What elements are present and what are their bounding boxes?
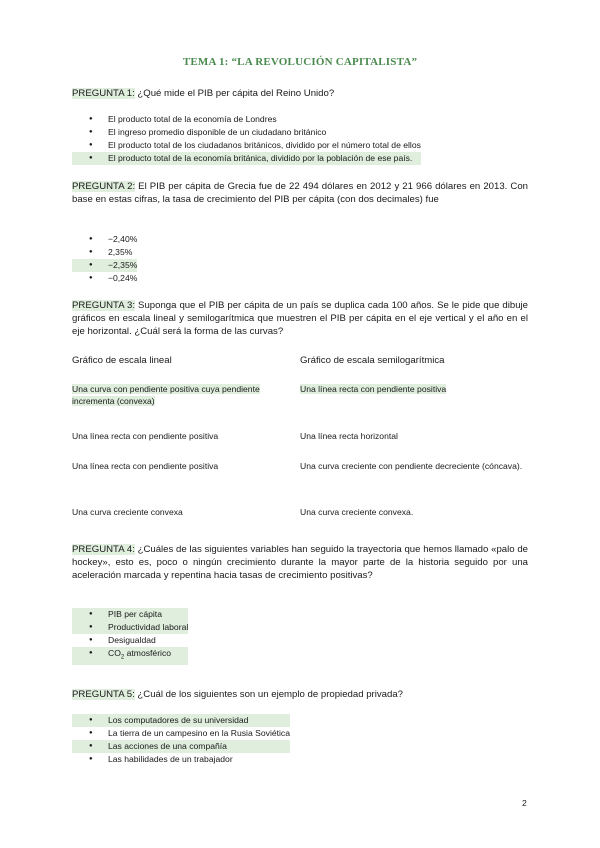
co2-subscript: 2 [120,654,125,661]
q3-row-3-linear: Una línea recta con pendiente positiva [72,461,219,471]
page-number: 2 [522,798,527,808]
q2-option-1: ● −2,40% [72,233,137,246]
q5-option-2: ● La tierra de un campesino en la Rusia Soviética [72,727,290,740]
page-title: TEMA 1: “LA REVOLUCIÓN CAPITALISTA” [182,56,418,68]
q1-option-2: ● El ingreso promedio disponible de un ciudadano británico [72,126,421,139]
column-header-linear: Gráfico de escala lineal [72,355,172,366]
q3-row-4-semilog: Una curva creciente convexa. [300,507,414,517]
question-3-label: PREGUNTA 3: [72,300,136,311]
q2-option-3-correct: ● −2,35% [72,259,137,272]
q3-row-1-linear-text: Una curva con pendiente positiva cuya pendiente incrementa (convexa) [72,384,260,406]
question-4-text: ¿Cuáles de las siguientes variables han seguido la trayectoria que hemos llamado «palo de hockey», esto es, poco o ningún crecimiento durante la mayor parte de la historia seguido por una aceleración marcada y repentina hacia tasas de crecimiento positivas? [72,544,529,581]
q4-option-4-correct [72,647,188,665]
q1-option-1: ● El producto total de la economía de Londres [72,113,421,126]
column-header-semilog: Gráfico de escala semilogarítmica [300,355,445,366]
question-1-options [72,113,421,165]
q3-row-1-linear [72,384,298,407]
q1-option-4-correct: ● El producto total de la economía británica, dividido por la población de ese país. [72,152,421,165]
question-5-label: PREGUNTA 5: [72,689,135,700]
question-3-text: Suponga que el PIB per cápita de un país se duplica cada 100 años. Se le pide que dibuje gráficos en escala lineal y semilogarítmica que muestren el PIB per cápita en el eje vertical y el año en el eje horizontal. ¿Cuál será la forma de las curvas? [72,300,528,337]
q3-row-4-linear: Una curva creciente convexa [72,507,183,517]
q3-row-2-linear: Una línea recta con pendiente positiva [72,431,219,441]
question-5 [72,688,528,701]
question-1-text: ¿Qué mide el PIB per cápita del Reino Unido? [134,88,335,99]
q2-option-2: ● 2,35% [72,246,137,259]
q5-option-1-correct: ● Los computadores de su universidad [72,714,290,727]
question-2-label: PREGUNTA 2: [72,181,136,192]
co2-text: CO [108,648,121,658]
q2-option-4: ● −0,24% [72,272,137,285]
q3-row-3-semilog: Una curva creciente con pendiente decreciente (cóncava). [300,461,523,471]
q1-option-3: ● El producto total de los ciudadanos británicos, dividido por el número total de ellos [72,139,421,152]
q5-option-3-correct: ● Las acciones de una compañía [72,740,290,753]
question-4-options [72,608,188,665]
question-5-text: ¿Cuál de los siguientes son un ejemplo de propiedad privada? [134,689,403,700]
q5-option-4: ● Las habilidades de un trabajador [72,753,290,766]
question-2-text: El PIB per cápita de Grecia fue de 22 494 dólares en 2012 y 21 966 dólares en 2013. Con base en estas cifras, la tasa de crecimiento del PIB per cápita (con dos decimales) fue [72,181,528,205]
q4-option-1-correct: ● PIB per cápita [72,608,188,621]
q4-option-2-correct: ● Productividad laboral [72,621,188,634]
question-1-label: PREGUNTA 1: [72,88,135,99]
q4-option-3: ● Desigualdad [72,634,188,647]
question-2-options [72,233,137,285]
question-4 [72,543,528,582]
question-2 [72,180,528,206]
co2-rest: atmosférico [124,648,172,658]
question-4-label: PREGUNTA 4: [72,544,135,555]
question-3 [72,299,528,338]
question-1 [72,87,528,100]
question-5-options [72,714,290,766]
q3-row-1-semilog-text: Una línea recta con pendiente positiva [300,384,447,394]
q3-row-2-semilog: Una línea recta horizontal [300,431,398,441]
q3-row-1-semilog [300,384,526,396]
